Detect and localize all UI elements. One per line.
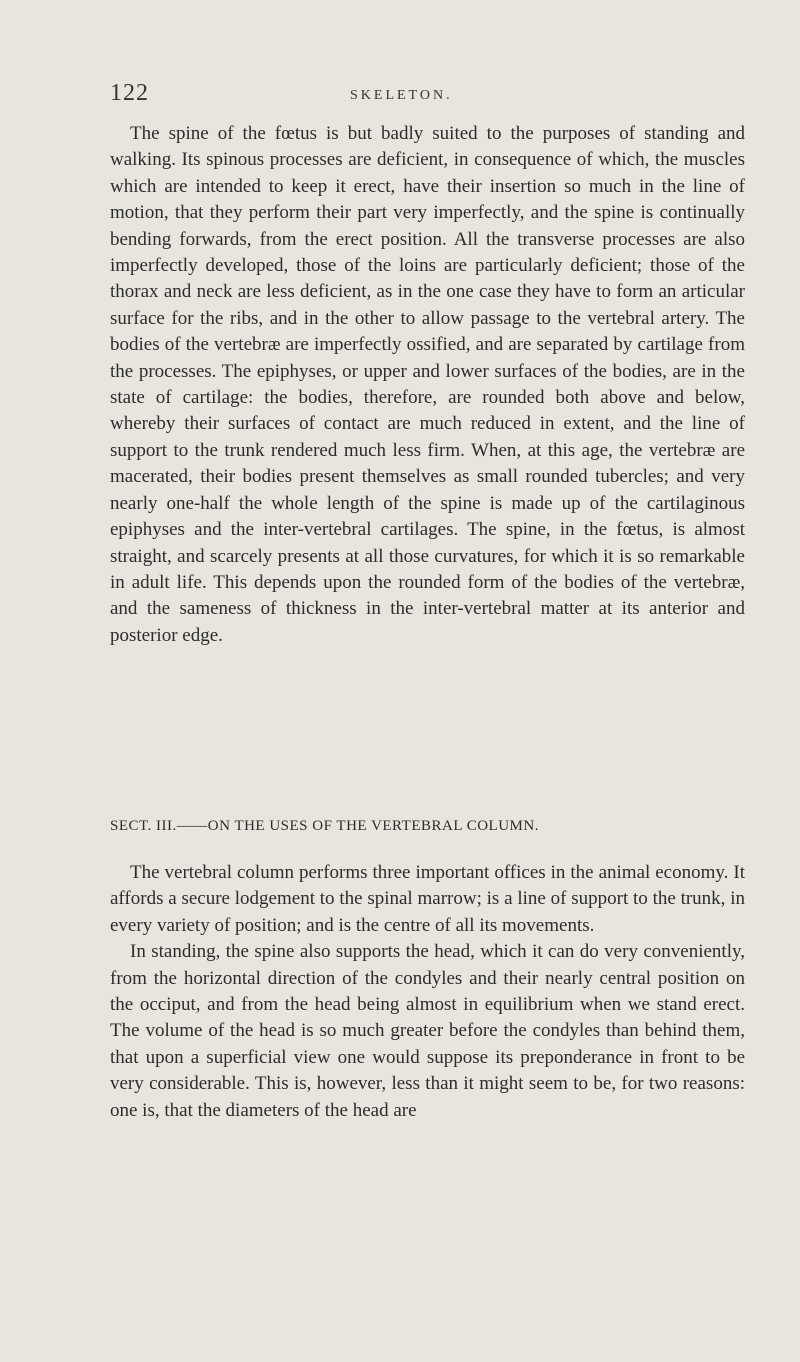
paragraph: The vertebral column performs three important offices in the animal economy. It affords a secure lodgement to the spinal marrow; is a line of support to the trunk, in every variety of position; and is the centre of all its movements. (110, 862, 745, 936)
paragraph: The spine of the fœtus is but badly suited to the purposes of standing and walking. Its spinous processes are deficient, in consequence of which, the muscles which are intended to keep it erect, have their insertion so much in the line of motion, that they perform their part very imperfectly, and the spine is continually bending forwards, from the erect position. All the transverse processes are also imperfectly developed, those of the loins are particularly deficient; those of the thorax and neck are less deficient, as in the one case they have to form an articular surface for the ribs, and in the other to allow passage to the vertebral artery. The bodies of the vertebræ are imperfectly ossified, and are separated by cartilage from the processes. The epiphyses, or upper and lower surfaces of the bodies, are in the state of cartilage: the bodies, therefore, are rounded both above and below, whereby their surfaces of contact are much reduced in extent, and the line of support to the trunk rendered much less firm. When, at this age, the vertebræ are macerated, their bodies present themselves as small rounded tubercles; and very nearly one-half the whole length of the spine is made up of the cartilaginous epiphyses and the inter-vertebral cartilages. The spine, in the fœtus, is almost straight, and scarcely presents at all those curvatures, for which it is so remarkable in adult life. This depends upon the rounded form of the bodies of the vertebræ, and the sameness of thickness in the inter-vertebral matter at its anterior and posterior edge. (110, 123, 745, 646)
page-number: 122 (110, 80, 149, 106)
paragraph: In standing, the spine also supports the head, which it can do very conveniently, from the horizontal direction of the condyles and their nearly central position on the occiput, and from the head being almost in equilibrium when we stand erect. The volume of the head is so much greater before the condyles than behind them, that upon a superficial view one would suppose its preponderance in front to be very considerable. This is, however, less than it might seem to be, for two reasons: one is, that the diameters of the head are (110, 941, 745, 1121)
text-block-upper (110, 121, 745, 649)
section-heading: SECT. III.——ON THE USES OF THE VERTEBRAL COLUMN. (110, 818, 539, 834)
text-block-lower (110, 860, 745, 1124)
running-head: SKELETON. (350, 88, 453, 103)
